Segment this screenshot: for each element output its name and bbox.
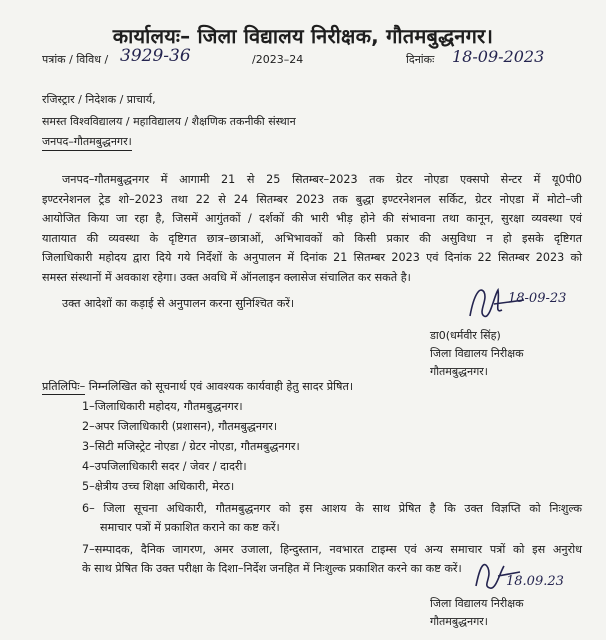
signature-date: 18.09.23 bbox=[506, 574, 564, 589]
body-line: जनपद–गौतमबुद्धनगर में आगामी 21 से 25 सितम्बर–2023 तक ग्रेटर नोएडा एक्सपो सेन्टर में यू0पी0 bbox=[62, 173, 582, 186]
body-line: आयोजित किया जा रहा है, जिसमें आगुंतकों / दर्शकों की भारी भीड़ होने की संभावना तथा कानून, सुरक्षा व्यवस्था एवं bbox=[42, 212, 582, 225]
reference-number: 3929-36 bbox=[120, 46, 191, 66]
addressee-line-1: रजिस्ट्रार / निदेशक / प्राचार्य, bbox=[42, 93, 156, 106]
copy-item: 2–अपर जिलाधिकारी (प्रशासन), गौतमबुद्धनगर। bbox=[82, 420, 278, 433]
copy-item: 5–क्षेत्रीय उच्च शिक्षा अधिकारी, मेरठ। bbox=[82, 480, 235, 493]
addressee-line-3: जनपद–गौतमबुद्धनगर। bbox=[42, 134, 132, 151]
office-title: कार्यालयः– जिला विद्यालय निरीक्षक, गौतमबुद्धनगर। bbox=[112, 24, 494, 48]
body-line: इण्टरनेशनल ट्रेड शो–2023 तथा 22 से 24 सितम्बर 2023 तक बुद्धा इण्टरनेशनल सर्किट, ग्रेटर नोएडा में मोटो–जी bbox=[42, 192, 582, 206]
compliance-line: उक्त आदेशों का कड़ाई से अनुपालन करना सुनिश्चित करें। bbox=[62, 297, 295, 310]
body-line: समस्त संस्थानों में अवकाश रहेगा। उक्त अवधि में ऑनलाइन क्लासेज संचालित कर सकते है। bbox=[42, 270, 411, 284]
copy-item-line: 6– जिला सूचना अधिकारी, गौतमबुद्धनगर को इस आशय के साथ प्रेषित है कि उक्त विज्ञप्ति को निःशुल्क bbox=[82, 502, 582, 515]
reference-year: /2023–24 bbox=[252, 53, 304, 66]
signatory-designation: जिला विद्यालय निरीक्षक bbox=[430, 597, 524, 610]
date-value: 18-09-2023 bbox=[452, 47, 545, 66]
copy-item-line: समाचार पत्रों में प्रकाशित कराने का कष्ट करें। bbox=[100, 521, 280, 534]
copy-intro bbox=[42, 379, 353, 394]
copy-item-line: के साथ प्रेषित कि उक्त परीक्षा के दिशा–निर्देश जनहित में निःशुल्क प्रकाशित करने का कष्ट करें। bbox=[82, 562, 462, 575]
copy-item: 3–सिटी मजिस्ट्रेट नोएडा / ग्रेटर नोएडा, गौतमबुद्धनगर। bbox=[82, 440, 300, 453]
date-label: दिनांकः bbox=[406, 53, 435, 66]
copy-item-6 bbox=[82, 499, 582, 537]
body-paragraph bbox=[42, 170, 582, 287]
signatory-name: डा0(धर्मवीर सिंह) bbox=[430, 329, 501, 342]
copy-intro-text: निम्नलिखित को सूचनार्थ एवं आवश्यक कार्यवाही हेतु सादर प्रेषित। bbox=[88, 380, 354, 393]
copy-label: प्रतिलिपिः– bbox=[42, 380, 86, 393]
signatory-place: गौतमबुद्धनगर। bbox=[430, 615, 488, 628]
reference-label: पत्रांक / विविध / bbox=[42, 53, 109, 66]
addressee-line-2: समस्त विश्वविद्यालय / महाविद्यालय / शैक्षणिक तकनीकी संस्थान bbox=[42, 115, 296, 128]
signatory-designation: जिला विद्यालय निरीक्षक bbox=[430, 347, 524, 360]
signature-date: 18-09-23 bbox=[508, 291, 567, 306]
copy-item: 4–उपजिलाधिकारी सदर / जेवर / दादरी। bbox=[82, 460, 247, 473]
body-line: जिलाधिकारी महोदय द्वारा दिये गये निर्देशों के अनुपालन में दिनांक 21 सितम्बर 2023 एवं दिनांक 22 सितम्बर 2023 को bbox=[42, 251, 582, 264]
signatory-place: गौतमबुद्धनगर। bbox=[430, 365, 488, 378]
body-line: यातायात की व्यवस्था के दृष्टिगत छात्र–छात्राओं, अभिभावकों को किसी प्रकार की असुविधा न हो इसके दृष्टिगत bbox=[42, 231, 582, 245]
copy-item: 1–जिलाधिकारी महोदय, गौतमबुद्धनगर। bbox=[82, 400, 243, 413]
copy-item-line: 7–सम्पादक, दैनिक जागरण, अमर उजाला, हिन्दुस्तान, नवभारत टाइम्स एवं अन्य समाचार पत्रों को इस अनुरोध bbox=[82, 543, 582, 556]
